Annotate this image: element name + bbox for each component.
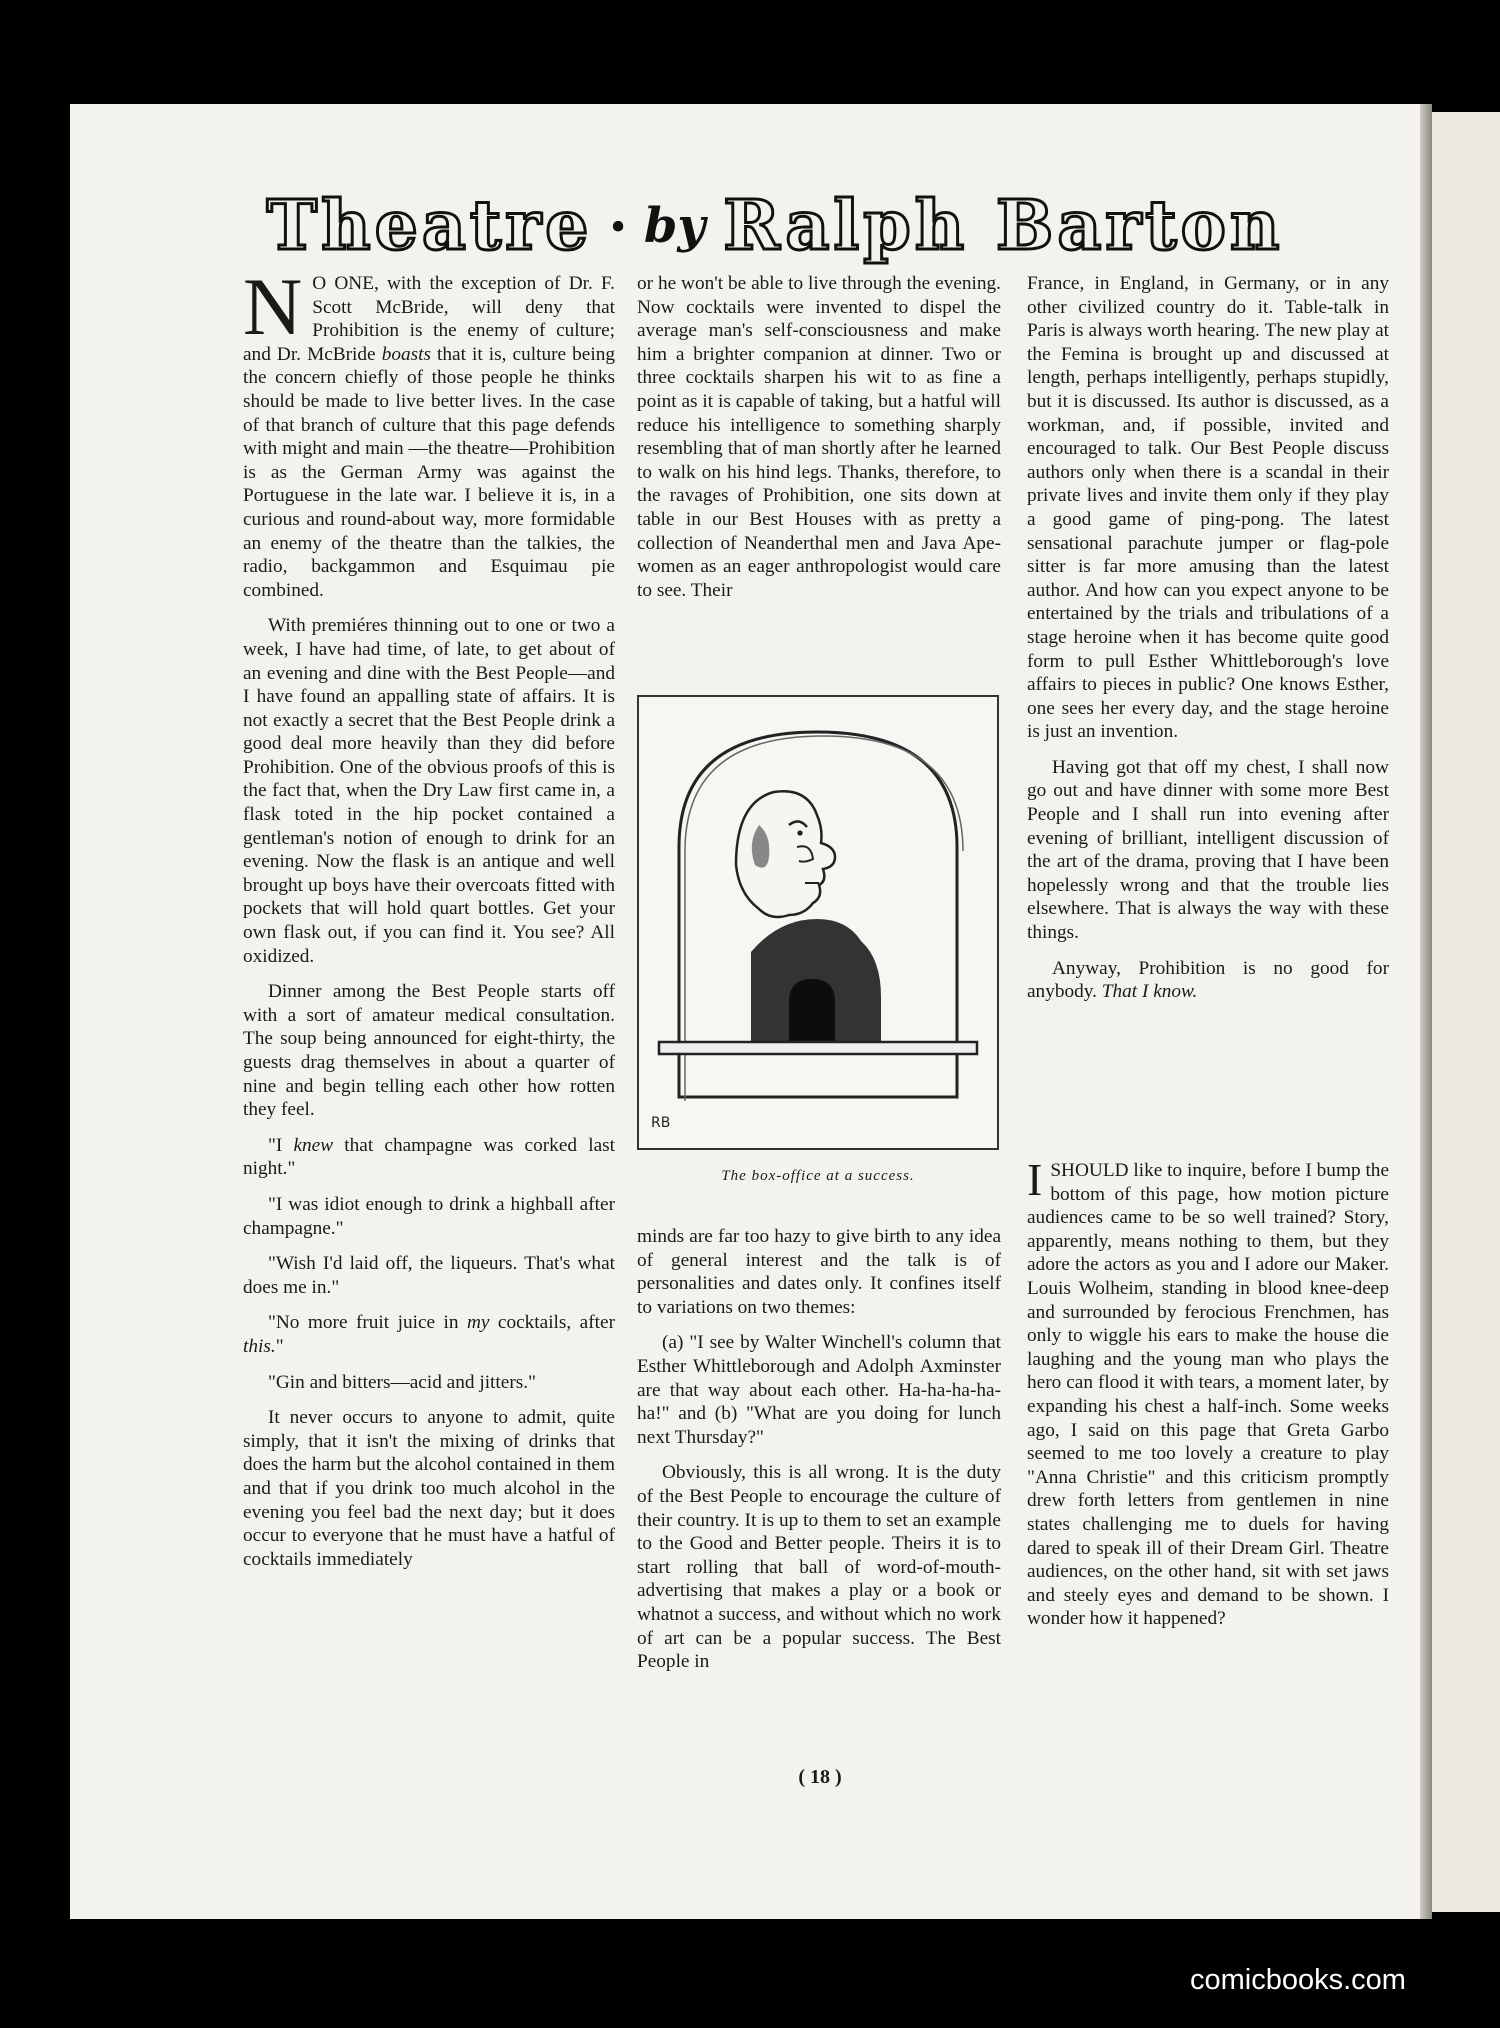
quote: "I knew that champagne was corked last night." xyxy=(243,1134,615,1180)
facing-page-edge xyxy=(1432,112,1500,1912)
text-column-3-bottom xyxy=(1027,1154,1389,1631)
drop-cap: N xyxy=(243,261,303,352)
text-column-1 xyxy=(243,261,615,1583)
title-by: by xyxy=(643,198,706,254)
page-spine xyxy=(1420,104,1432,1919)
title-author: Ralph Barton xyxy=(723,186,1284,266)
drop-cap: I xyxy=(1027,1154,1043,1205)
text-column-2-bottom xyxy=(637,1225,1001,1686)
paragraph: France, in England, in Germany, or in any other civilized country do it. Table-talk in Paris is always worth hearing. The new play at the Femina is brought up and discussed at length, perhaps intelligently, perhaps stupidly, but it is discussed. Its author is discussed, as a workman, and, if possible, invited and encouraged to talk. Our Best People discuss authors only when there is a scandal in their private lives and invite them only if they play a good game of ping-pong. The latest sensational parachute jumper or flag-pole sitter is far more amusing than the latest author. And how can you expect anyone to be entertained by the trials and tribulations of a stage heroine when it has become quite good form to pull Esther Whittleborough's love affairs to pieces in public? One knows Esther, one sees her every day, and the stage heroine is just an invention. xyxy=(1027,273,1389,743)
paragraph: N O ONE, with the exception of Dr. F. Scott McBride, will deny that Prohibition is the enemy of culture; and Dr. McBride boasts that it is, culture being the concern chiefly of those people he thinks should be made to live better lives. In the case of that branch of culture that this page defends with might and main —the theatre—Prohibition is as the German Army was against the Portuguese in the late war. I believe it is, in a curious and round-about way, more formidable an enemy of the theatre than the talkies, the radio, backgammon and Esquimau pie combined. xyxy=(243,261,615,601)
title-separator: • xyxy=(610,201,626,251)
paragraph: (a) "I see by Walter Winchell's column that Esther Whittleborough and Adolph Axminster are that way about each other. Ha-ha-ha-ha-ha!" and (b) "What are you doing for lunch next Thursday?" xyxy=(637,1332,1001,1448)
paragraph: ISHOULD like to inquire, before I bump the bottom of this page, how motion picture audiences came to be so well trained? Story, apparently, means nothing to them, but they adore the actors as you and I adore our Maker. Louis Wolheim, standing in blood knee-deep and surrounded by ferocious Frenchmen, has only to wiggle his ears to make the house die laughing and the young man who plays the hero can flood it with tears, a moment later, by expanding his chest a half-inch. Some weeks ago, I said on this page that Greta Garbo seemed to me too lovely a creature to play "Anna Christie" and this criticism promptly drew forth letters from gentlemen in nine states challenging me to duels for having dared to speak ill of their Dream Girl. Theatre audiences, on the other hand, sit with set jaws and steely eyes and demand to be shown. I wonder how it happened? xyxy=(1027,1154,1389,1630)
quote: "Gin and bitters—acid and jitters." xyxy=(268,1371,536,1393)
paragraph: Dinner among the Best People starts off with a sort of amateur medical consultation. The soup being announced for eight-thirty, the guests drag themselves in about a quarter of nine and begin telling each other how rotten they feel. xyxy=(243,981,615,1121)
paragraph: Obviously, this is all wrong. It is the duty of the Best People to encourage the culture of their country. It is up to them to set an example to the Good and Better people. Theirs it is to start rolling that ball of word-of-mouth-advertising that makes a play or a book or whatnot a success, and without which no work of art can be a popular success. The Best People in xyxy=(637,1462,1001,1673)
title-word: Theatre xyxy=(266,186,593,266)
paragraph: Having got that off my chest, I shall now go out and have dinner with some more Best People and I shall run into evening after evening of brilliant, intelligent discussion of the art of the drama, proving that I have been hopelessly wrong and that the trouble lies elsewhere. That is always the way with these things. xyxy=(1027,756,1389,944)
page-number: ( 18 ) xyxy=(798,1766,842,1788)
quote: "I was idiot enough to drink a highball after champagne." xyxy=(243,1193,615,1239)
paragraph: It never occurs to anyone to admit, quite simply, that it isn't the mixing of drinks that does the harm but the alcohol contained in them and that if you drink too much alcohol in the evening you feel bad the next day; but it does occur to everyone that he must have a hatful of cocktails immediately xyxy=(243,1407,615,1570)
quote: "No more fruit juice in my cocktails, after this." xyxy=(243,1312,615,1357)
caricature-drawing xyxy=(639,697,997,1148)
paragraph: or he won't be able to live through the evening. Now cocktails were invented to dispel the average man's self-consciousness and make him a brighter companion at dinner. Two or three cocktails sharpen his wit to as fine a point as it is capable of taking, but a hatful will reduce his intelligence to something sharply resembling that of man shortly after he learned to walk on his hind legs. Thanks, therefore, to the ravages of Prohibition, one sits down at table in our Best Houses with as pretty a collection of Neanderthal men and Java Ape-women as an eager anthropologist would care to see. Their xyxy=(637,273,1001,601)
paragraph: Anyway, Prohibition is no good for anybody. That I know. xyxy=(1027,957,1389,1003)
quote: "Wish I'd laid off, the liqueurs. That's what does me in." xyxy=(243,1253,615,1298)
article-title xyxy=(190,186,1360,266)
paragraph: minds are far too hazy to give birth to any idea of general interest and the talk is of personalities and dates only. It confines itself to variations on two themes: xyxy=(637,1226,1001,1318)
watermark: comicbooks.com xyxy=(1190,1964,1406,1996)
illustration-caption: The box-office at a success. xyxy=(721,1168,915,1184)
illustration xyxy=(637,695,999,1150)
text-column-2-top xyxy=(637,272,1001,614)
illustration-signature: RB xyxy=(651,1115,671,1131)
paragraph: With premiéres thinning out to one or two a week, I have had time, of late, to get about of an evening and dine with the Best People—and I have found an appalling state of affairs. It is not exactly a secret that the Best People drink a good deal more heavily than they did before Prohibition. One of the obvious proofs of this is the fact that, when the Dry Law first came in, a flask toted in the hip pocket contained a gentleman's notion of enough to drink for an evening. Now the flask is an antique and well brought up boys have their overcoats fitted with pockets that will hold quart bottles. Get your own flask out, if you can find it. You see? All oxidized. xyxy=(243,615,615,967)
text-column-3-top xyxy=(1027,272,1389,1016)
